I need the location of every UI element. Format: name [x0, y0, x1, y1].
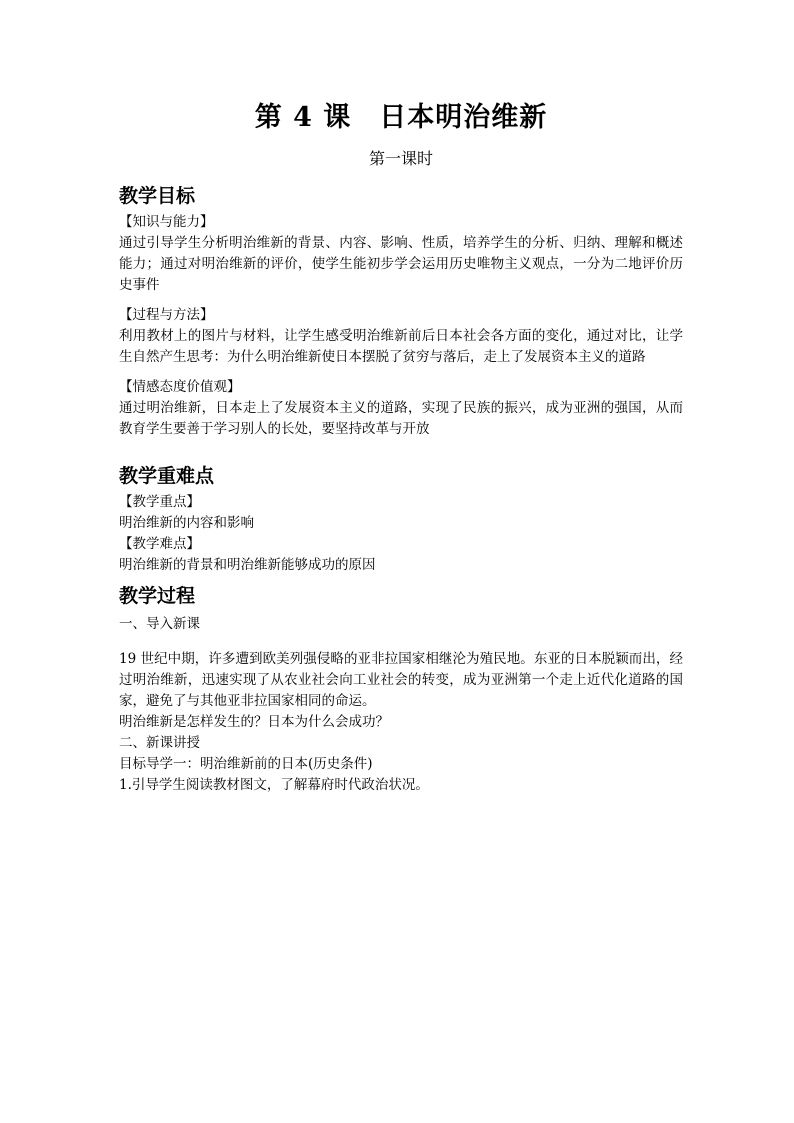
document-content: [119, 98, 683, 796]
intro-question: 明治维新是怎样发生的？日本为什么会成功？: [119, 714, 389, 730]
difficult-point-text: 明治维新的背景和明治维新能够成功的原因: [119, 557, 376, 573]
title-lesson-number: 第 4 课: [254, 102, 352, 133]
process-method-block: [119, 305, 683, 368]
key-point-tag: 【教学重点】: [119, 494, 200, 510]
difficult-point-tag: 【教学难点】: [119, 536, 200, 552]
teaching-process-block: [119, 614, 683, 796]
knowledge-tag: 【知识与能力】: [119, 214, 214, 230]
knowledge-text: 通过引导学生分析明治维新的背景、内容、影响、性质，培养学生的分析、归纳、理解和概述能力；通过对明治维新的评价，使学生能初步学会运用历史唯物主义观点，一分为二地评价历史事件: [119, 235, 683, 293]
key-points-block: [119, 492, 683, 576]
goal-one-heading: 目标导学一：明治维新前的日本(历史条件): [119, 756, 373, 772]
teaching-process-heading: 教学过程: [119, 585, 196, 607]
emotion-block: [119, 377, 683, 440]
key-points-heading: 教学重难点: [119, 465, 215, 487]
emotion-text: 通过明治维新，日本走上了发展资本主义的道路，实现了民族的振兴，成为亚洲的强国，从而教育学生要善于学习别人的长处，要坚持改革与开放: [119, 400, 683, 437]
title-topic: 日本明治维新: [379, 102, 548, 133]
new-lesson-heading: 二、新课讲授: [119, 735, 200, 751]
knowledge-block: [119, 212, 683, 296]
intro-text: 19 世纪中期，许多遭到欧美列强侵略的亚非拉国家相继沦为殖民地。东亚的日本脱颖而出，经过明治维新，迅速实现了从农业社会向工业社会的转变，成为亚洲第一个走上近代化道路的国家，避免了与其他亚非拉国家相同的命运。: [119, 651, 683, 709]
emotion-tag: 【情感态度价值观】: [119, 379, 241, 395]
key-point-text: 明治维新的内容和影响: [119, 515, 254, 531]
objectives-heading: 教学目标: [119, 185, 196, 207]
document-title: [119, 98, 683, 138]
document-subtitle: 第一课时: [368, 149, 433, 168]
process-method-tag: 【过程与方法】: [119, 307, 214, 323]
intro-heading: 一、导入新课: [119, 616, 200, 632]
process-method-text: 利用教材上的图片与材料，让学生感受明治维新前后日本社会各方面的变化，通过对比，让学生自然产生思考：为什么明治维新使日本摆脱了贫穷与落后，走上了发展资本主义的道路: [119, 328, 683, 365]
step-one-text: 1.引导学生阅读教材图文，了解幕府时代政治状况。: [119, 777, 429, 793]
